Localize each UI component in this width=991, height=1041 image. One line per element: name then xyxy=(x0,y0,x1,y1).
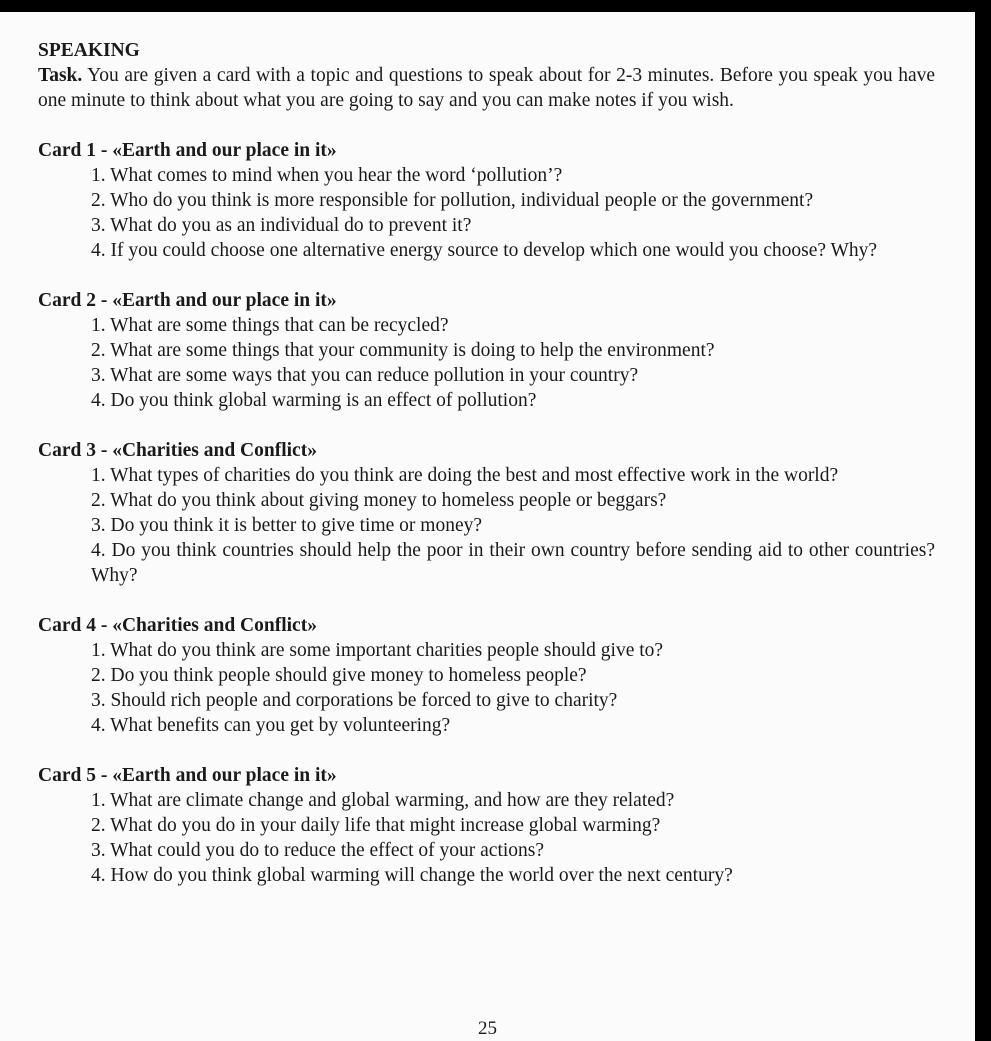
card-4 xyxy=(38,613,935,738)
task-instructions xyxy=(38,63,935,113)
question-item: 1. What are climate change and global warming, and how are they related? xyxy=(91,790,675,811)
card-2 xyxy=(38,288,935,413)
card-title: Card 2 - «Earth and our place in it» xyxy=(38,290,337,311)
question-item: 3. What do you as an individual do to prevent it? xyxy=(91,215,472,236)
question-list xyxy=(38,163,935,263)
question-item: 4. If you could choose one alternative energy source to develop which one would you choose? Why? xyxy=(91,240,878,261)
document-page xyxy=(0,12,975,1041)
card-title: Card 5 - «Earth and our place in it» xyxy=(38,765,337,786)
question-item: 4. Do you think countries should help the poor in their own country before sending aid to other countries? Why? xyxy=(91,540,935,586)
question-list xyxy=(38,788,935,888)
question-item: 2. What are some things that your community is doing to help the environment? xyxy=(91,340,715,361)
task-label: Task. xyxy=(38,65,83,86)
question-item: 1. What do you think are some important charities people should give to? xyxy=(91,640,664,661)
question-item: 2. Who do you think is more responsible for pollution, individual people or the government? xyxy=(91,190,814,211)
question-item: 2. Do you think people should give money to homeless people? xyxy=(91,665,587,686)
question-item: 1. What comes to mind when you hear the word ‘pollution’? xyxy=(91,165,563,186)
task-text: You are given a card with a topic and questions to speak about for 2-3 minutes. Before you speak you have one minute to think about what you are going to say and you can make notes if you wish. xyxy=(38,65,936,111)
card-3 xyxy=(38,438,935,588)
section-heading: SPEAKING xyxy=(38,40,140,61)
page-content xyxy=(38,38,935,888)
question-item: 3. What are some ways that you can reduce pollution in your country? xyxy=(91,365,639,386)
question-item: 3. Should rich people and corporations be forced to give to charity? xyxy=(91,690,618,711)
top-border xyxy=(0,0,991,12)
question-item: 3. What could you do to reduce the effect of your actions? xyxy=(91,840,545,861)
card-title: Card 4 - «Charities and Conflict» xyxy=(38,615,317,636)
question-item: 2. What do you do in your daily life that might increase global warming? xyxy=(91,815,661,836)
question-item: 3. Do you think it is better to give time or money? xyxy=(91,515,483,536)
page-number: 25 xyxy=(478,1018,497,1039)
question-list xyxy=(38,313,935,413)
question-item: 4. What benefits can you get by volunteering? xyxy=(91,715,451,736)
card-5 xyxy=(38,763,935,888)
card-title: Card 1 - «Earth and our place in it» xyxy=(38,140,337,161)
question-item: 1. What are some things that can be recycled? xyxy=(91,315,449,336)
question-list xyxy=(38,463,935,588)
right-border xyxy=(975,0,991,1041)
question-item: 4. How do you think global warming will change the world over the next century? xyxy=(91,865,733,886)
question-item: 4. Do you think global warming is an effect of pollution? xyxy=(91,390,537,411)
question-list xyxy=(38,638,935,738)
card-title: Card 3 - «Charities and Conflict» xyxy=(38,440,317,461)
card-1 xyxy=(38,138,935,263)
question-item: 1. What types of charities do you think are doing the best and most effective work in the world? xyxy=(91,465,839,486)
question-item: 2. What do you think about giving money to homeless people or beggars? xyxy=(91,490,667,511)
